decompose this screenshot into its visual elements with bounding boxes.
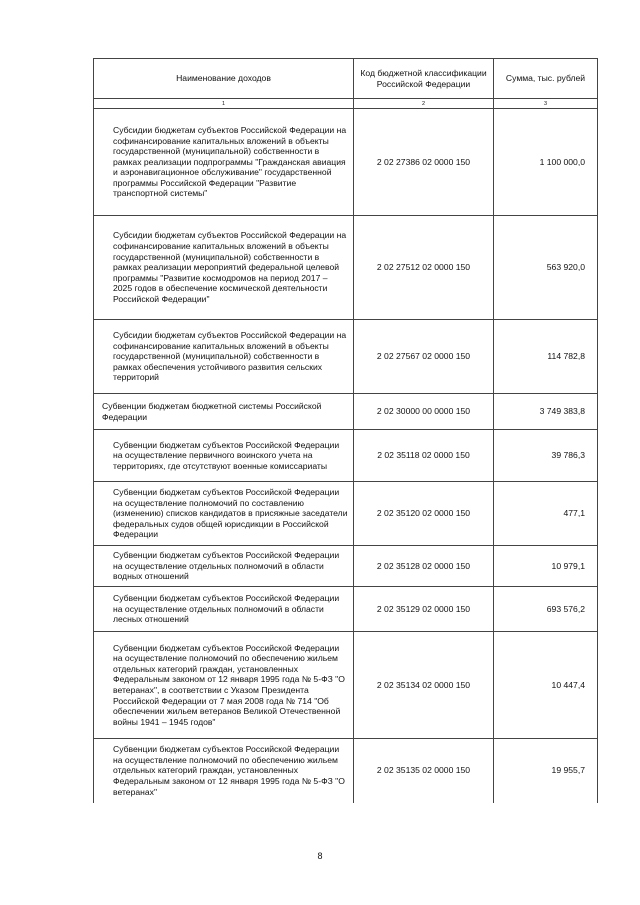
revenue-name: Субвенции бюджетам субъектов Российской Федерации на осуществление отдельных полномочий в области водных отношений	[94, 546, 354, 587]
amount: 39 786,3	[494, 430, 598, 482]
amount: 10 447,4	[494, 632, 598, 739]
table-row	[94, 632, 598, 739]
budget-code: 2 02 27386 02 0000 150	[354, 109, 494, 216]
revenue-table	[93, 58, 598, 803]
revenue-name: Субсидии бюджетам субъектов Российской Федерации на софинансирование капитальных вложений в объекты государственной (муниципальной) собственности в рамках реализации подпрограммы "Гражданская авиация и аэронавигационное обслуживание" государственной программы Российской Федерации "Развитие транспортной системы"	[94, 109, 354, 216]
table-row	[94, 739, 598, 803]
revenue-name: Субвенции бюджетам субъектов Российской Федерации на осуществление полномочий по обеспечению жильем отдельных категорий граждан, установленных Федеральным законом от 12 января 1995 года № 5-ФЗ "О ветеранах"	[94, 739, 354, 803]
header-name: Наименование доходов	[94, 59, 354, 99]
table-row	[94, 430, 598, 482]
budget-code: 2 02 35129 02 0000 150	[354, 587, 494, 632]
amount: 3 749 383,8	[494, 394, 598, 430]
amount: 114 782,8	[494, 320, 598, 394]
amount: 1 100 000,0	[494, 109, 598, 216]
budget-code: 2 02 35128 02 0000 150	[354, 546, 494, 587]
table-row	[94, 546, 598, 587]
amount: 477,1	[494, 482, 598, 546]
page-number: 8	[317, 851, 323, 861]
budget-code: 2 02 35120 02 0000 150	[354, 482, 494, 546]
table-row	[94, 394, 598, 430]
column-number: 3	[494, 99, 598, 109]
column-number-row	[94, 99, 598, 109]
table-header-row	[94, 59, 598, 99]
amount: 563 920,0	[494, 216, 598, 320]
table-row	[94, 320, 598, 394]
table-row	[94, 482, 598, 546]
budget-code: 2 02 27567 02 0000 150	[354, 320, 494, 394]
amount: 19 955,7	[494, 739, 598, 803]
budget-code: 2 02 35134 02 0000 150	[354, 632, 494, 739]
revenue-name: Субсидии бюджетам субъектов Российской Федерации на софинансирование капитальных вложений в объекты государственной (муниципальной) собственности в рамках реализации мероприятий федеральной целевой программы "Развитие космодромов на период 2017 – 2025 годов в обеспечение космической деятельности Российской Федерации"	[94, 216, 354, 320]
budget-code: 2 02 30000 00 0000 150	[354, 394, 494, 430]
budget-code: 2 02 35118 02 0000 150	[354, 430, 494, 482]
revenue-name: Субвенции бюджетам субъектов Российской Федерации на осуществление отдельных полномочий в области лесных отношений	[94, 587, 354, 632]
revenue-name: Субсидии бюджетам субъектов Российской Федерации на софинансирование капитальных вложений в объекты государственной (муниципальной) собственности в рамках обеспечения устойчивого развития сельских территорий	[94, 320, 354, 394]
header-sum: Сумма, тыс. рублей	[494, 59, 598, 99]
revenue-name: Субвенции бюджетам бюджетной системы Российской Федерации	[94, 394, 354, 430]
revenue-name: Субвенции бюджетам субъектов Российской Федерации на осуществление полномочий по обеспечению жильем отдельных категорий граждан, установленных Федеральным законом от 12 января 1995 года № 5-ФЗ "О ветеранах", в соответствии с Указом Президента Российской Федерации от 7 мая 2008 года № 714 "Об обеспечении жильем ветеранов Великой Отечественной войны 1941 – 1945 годов"	[94, 632, 354, 739]
header-code: Код бюджетной классификации Российской Федерации	[354, 59, 494, 99]
revenue-name: Субвенции бюджетам субъектов Российской Федерации на осуществление полномочий по составлению (изменению) списков кандидатов в присяжные заседатели федеральных судов общей юрисдикции в Российской Федерации	[94, 482, 354, 546]
revenue-name: Субвенции бюджетам субъектов Российской Федерации на осуществление первичного воинского учета на территориях, где отсутствуют военные комиссариаты	[94, 430, 354, 482]
budget-code: 2 02 27512 02 0000 150	[354, 216, 494, 320]
column-number: 1	[94, 99, 354, 109]
table-row	[94, 109, 598, 216]
amount: 693 576,2	[494, 587, 598, 632]
table-row	[94, 587, 598, 632]
table-row	[94, 216, 598, 320]
column-number: 2	[354, 99, 494, 109]
amount: 10 979,1	[494, 546, 598, 587]
budget-code: 2 02 35135 02 0000 150	[354, 739, 494, 803]
